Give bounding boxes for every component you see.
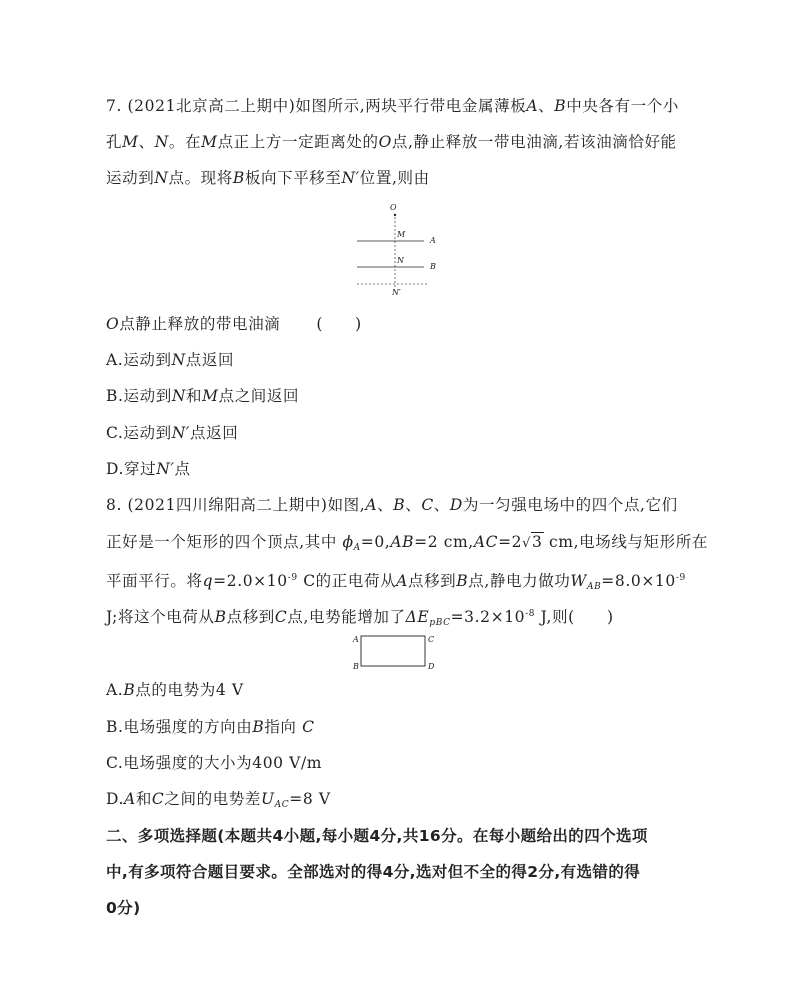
q8-option-c: C.电场强度的大小为400 V/m: [106, 754, 323, 772]
fig8-label-B: B: [353, 662, 359, 671]
fig7-label-B: B: [430, 262, 436, 271]
q7-option-a: A.运动到N点返回: [106, 351, 235, 369]
q7-option-b: B.运动到N和M点之间返回: [106, 387, 300, 405]
fig7-label-M: M: [397, 230, 406, 239]
fig7-point-O: [394, 214, 396, 216]
fig8-rectangle: [361, 636, 425, 666]
q8-option-d: D.A和C之间的电势差$U_{AC}=8$ V: [106, 790, 331, 810]
q7-option-d: D.穿过N′点: [106, 460, 191, 478]
q8-option-b: B.电场强度的方向由B指向 C: [106, 718, 315, 736]
fig8-label-D: D: [428, 662, 435, 671]
fig7-label-O: O: [390, 203, 397, 212]
fig8-label-A: A: [353, 635, 359, 644]
q8-line-2: 正好是一个矩形的四个顶点,其中 $\phi_A=0,AB=2$ cm,AC=2√3 cm,电场线与矩形所在: [106, 533, 708, 553]
q7-line-3: 运动到N点。现将B板向下平移至N′位置,则由: [106, 169, 430, 187]
q8-figure: [352, 632, 442, 672]
q8-line-1: 8. (2021四川绵阳高二上期中)如图,A、B、C、D为一匀强电场中的四个点,它们: [106, 496, 678, 514]
q7-line-1: 7. (2021北京高二上期中)如图所示,两块平行带电金属薄板A、B中央各有一个小: [106, 97, 679, 115]
q7-line-2: 孔M、N。在M点正上方一定距离处的O点,静止释放一带电油滴,若该油滴恰好能: [106, 133, 677, 151]
fig7-label-N: N: [397, 256, 404, 265]
q7-option-c: C.运动到N′点返回: [106, 424, 239, 442]
q7-line-4: O点静止释放的带电油滴 ( ): [106, 315, 362, 333]
q8-option-a: A.B点的电势为4 V: [106, 681, 244, 699]
section2-heading-line-2: 中,有多项符合题目要求。全部选对的得4分,选对但不全的得2分,有选错的得: [106, 863, 641, 881]
q8-line-4: J;将这个电荷从B点移到C点,电势能增加了$\Delta E_{pBC}=3.2\times 10^{-8}$ J,则( ): [106, 608, 614, 628]
section2-heading-line-1: 二、多项选择题(本题共4小题,每小题4分,共16分。在每小题给出的四个选项: [106, 827, 648, 845]
fig8-label-C: C: [428, 635, 435, 644]
section2-heading-line-3: 0分): [106, 899, 141, 917]
q8-line-3: 平面平行。将$q=2.0\times 10^{-9}$ C的正电荷从A点移到B点,静电力做功$W_{AB}=8.0\times 10^{-9}$: [106, 572, 686, 592]
fig7-label-Nprime: N′: [392, 288, 401, 297]
fig7-label-A: A: [430, 236, 436, 245]
q7-figure: [352, 198, 452, 300]
